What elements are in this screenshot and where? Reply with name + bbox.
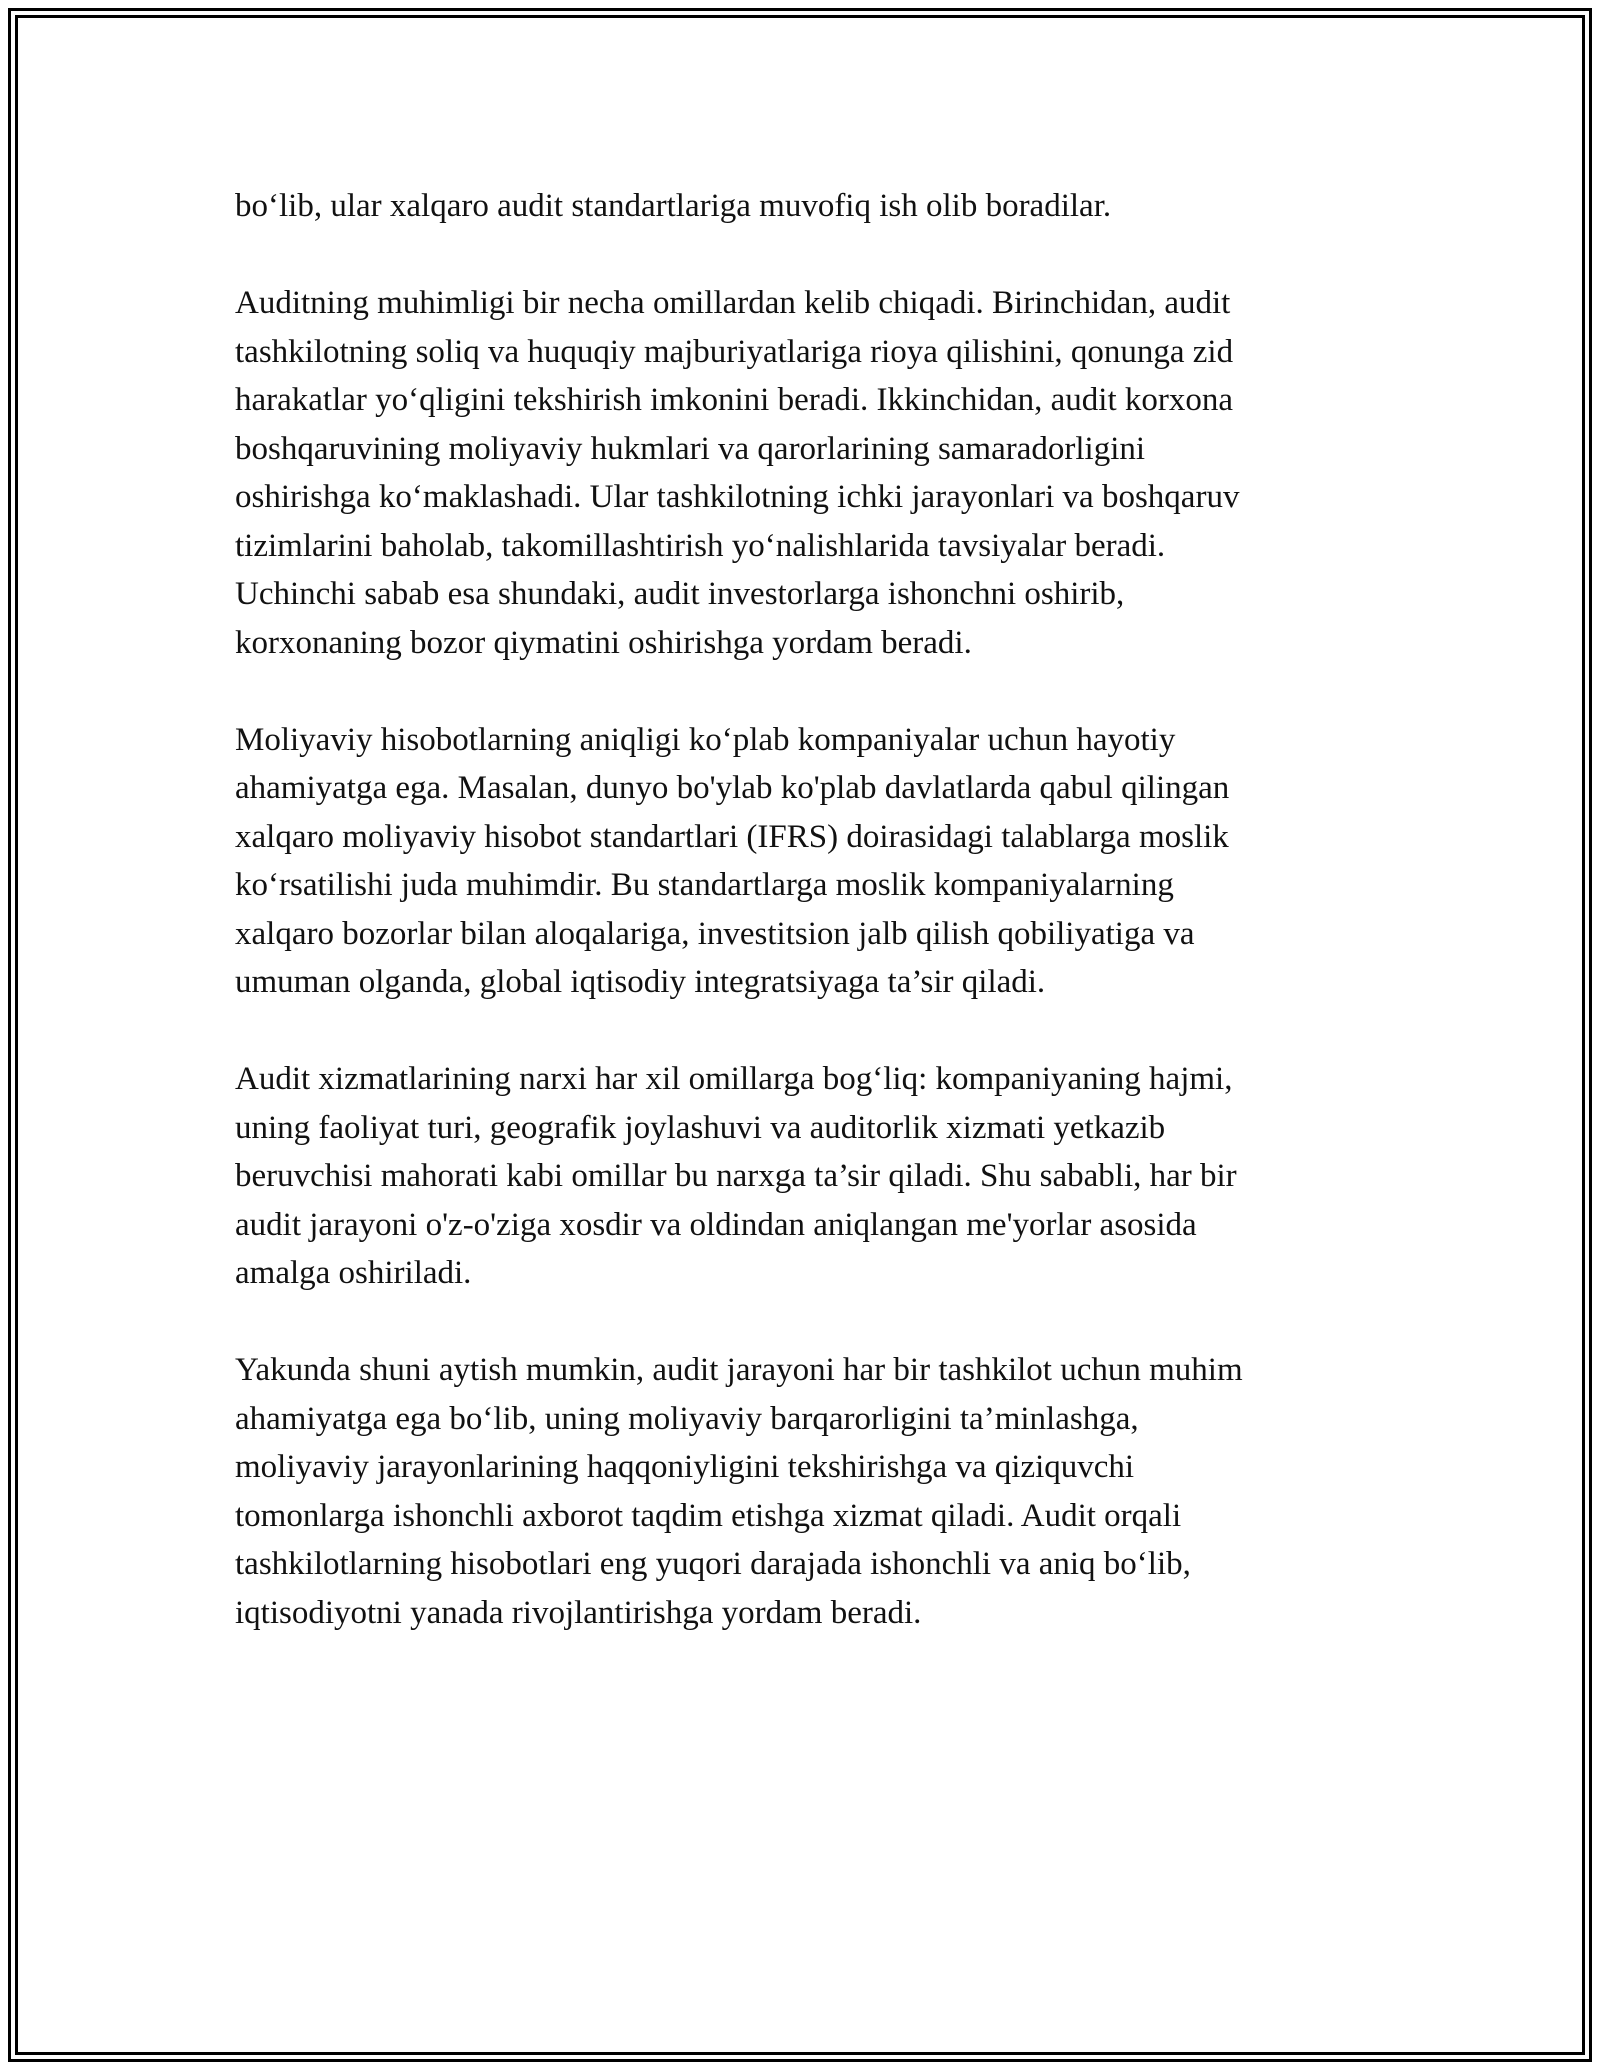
text-line: boshqaruvining moliyaviy hukmlari va qarorlarining samaradorligini	[235, 430, 1146, 467]
text-line: uning faoliyat turi, geografik joylashuvi va auditorlik xizmati yetkazib	[235, 1109, 1166, 1146]
paragraph-5	[235, 1346, 1375, 1637]
text-line: ahamiyatga ega. Masalan, dunyo bo'ylab ko'plab davlatlarda qabul qilingan	[235, 770, 1230, 806]
text-line: ahamiyatga ega bo‘lib, uning moliyaviy barqarorligini ta’minlashga,	[235, 1400, 1139, 1437]
text-line: Audit xizmatlarining narxi har xil omillarga bog‘liq: kompaniyaning hajmi,	[235, 1061, 1233, 1097]
paragraph-1	[235, 182, 1375, 231]
text-line: amalga oshiriladi.	[235, 1255, 472, 1291]
text-line: xalqaro bozorlar bilan aloqalariga, investitsion jalb qilish qobiliyatiga va	[235, 915, 1195, 952]
text-line: iqtisodiyotni yanada rivojlantirishga yordam beradi.	[235, 1594, 922, 1631]
text-line: xalqaro moliyaviy hisobot standartlari (IFRS) doirasidagi talablarga moslik	[235, 818, 1229, 855]
text-line: harakatlar yo‘qligini tekshirish imkonini beradi. Ikkinchidan, audit korxona	[235, 382, 1234, 418]
document-body	[235, 182, 1375, 1686]
paragraph-4	[235, 1055, 1375, 1298]
text-line: audit jarayoni o'z-o'ziga xosdir va oldindan aniqlangan me'yorlar asosida	[235, 1206, 1197, 1243]
text-line: moliyaviy jarayonlarining haqqoniyligini tekshirishga va qiziquvchi	[235, 1449, 1135, 1485]
text-line: bo‘lib, ular xalqaro audit standartlariga muvofiq ish olib boradilar.	[235, 188, 1112, 224]
text-line: tizimlarini baholab, takomillashtirish yo‘nalishlarida tavsiyalar beradi.	[235, 527, 1166, 564]
text-line: Moliyaviy hisobotlarning aniqligi ko‘plab kompaniyalar uchun hayotiy	[235, 721, 1176, 758]
text-line: ko‘rsatilishi juda muhimdir. Bu standartlarga moslik kompaniyalarning	[235, 867, 1174, 903]
text-line: tashkilotning soliq va huquqiy majburiyatlariga rioya qilishini, qonunga zid	[235, 333, 1234, 370]
text-line: oshirishga ko‘maklashadi. Ular tashkilotning ichki jarayonlari va boshqaruv	[235, 479, 1240, 515]
paragraph-3	[235, 716, 1375, 1007]
text-line: beruvchisi mahorati kabi omillar bu narxga ta’sir qiladi. Shu sababli, har bir	[235, 1158, 1237, 1194]
text-line: Yakunda shuni aytish mumkin, audit jarayoni har bir tashkilot uchun muhim	[235, 1352, 1243, 1388]
paragraph-2	[235, 279, 1375, 667]
text-line: umuman olganda, global iqtisodiy integratsiyaga ta’sir qiladi.	[235, 964, 1046, 1000]
text-line: Auditning muhimligi bir necha omillardan kelib chiqadi. Birinchidan, audit	[235, 285, 1231, 321]
text-line: korxonaning bozor qiymatini oshirishga yordam beradi.	[235, 624, 972, 661]
text-line: Uchinchi sabab esa shundaki, audit investorlarga ishonchni oshirib,	[235, 576, 1125, 612]
text-line: tashkilotlarning hisobotlari eng yuqori darajada ishonchli va aniq bo‘lib,	[235, 1546, 1191, 1582]
text-line: tomonlarga ishonchli axborot taqdim etishga xizmat qiladi. Audit orqali	[235, 1497, 1182, 1534]
